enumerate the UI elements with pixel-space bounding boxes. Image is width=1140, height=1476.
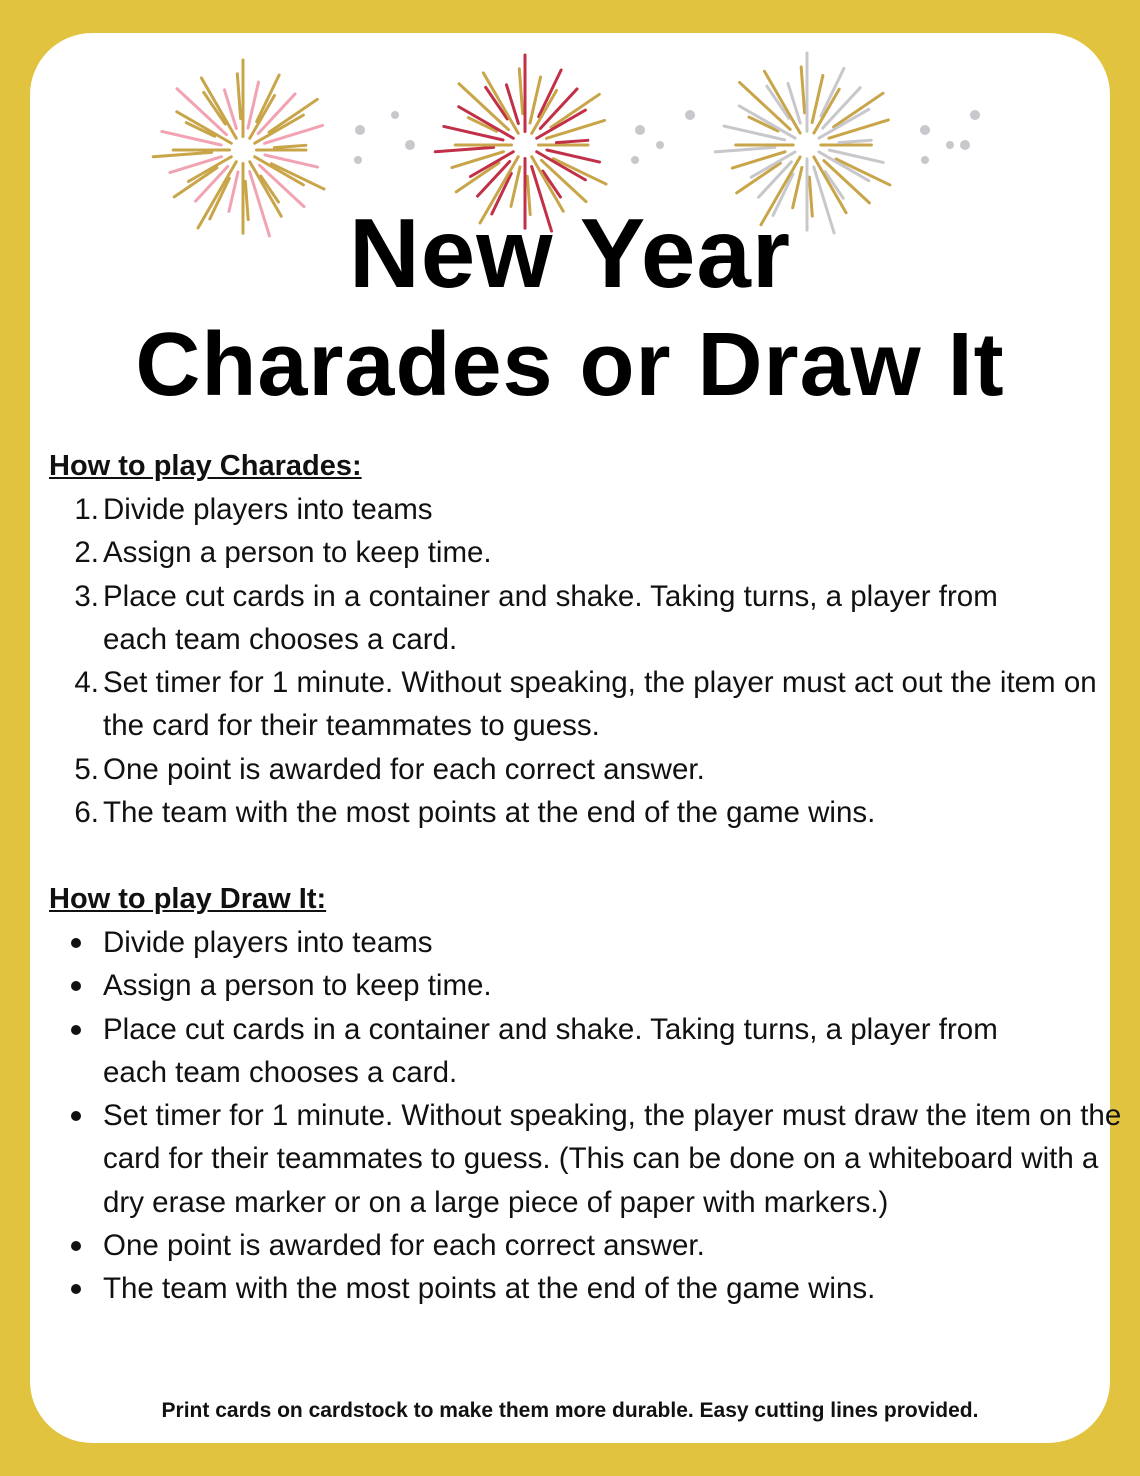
step-number: 3.: [74, 579, 99, 613]
sparkle-dot-icon: [960, 140, 970, 150]
list-item: [49, 748, 1109, 791]
list-item: [49, 964, 1109, 1007]
title-line-2: Charades or Draw It: [135, 315, 1005, 415]
bullet-icon: [71, 981, 81, 991]
list-item: [49, 791, 1109, 834]
step-text: One point is awarded for each correct answer.: [103, 752, 705, 786]
step-text: Set timer for 1 minute. Without speaking, the player must draw the item on the card for their teammates to guess. (This can be done on a whiteboard with a dry erase marker or on a large piece of paper with markers.): [103, 1099, 1122, 1219]
step-text: Assign a person to keep time.: [103, 536, 492, 570]
sparkle-dot-icon: [970, 110, 980, 120]
draw-it-section: [49, 878, 1122, 1311]
sparkle-dot-icon: [635, 125, 645, 135]
sparkle-dot-icon: [685, 110, 695, 120]
list-item: [49, 1008, 1043, 1095]
step-text: Place cut cards in a container and shake. Taking turns, a player from each team chooses a card.: [103, 1012, 998, 1089]
sparkle-dot-icon: [631, 156, 639, 164]
step-text: The team with the most points at the end of the game wins.: [103, 1272, 876, 1306]
sparkle-dot-icon: [920, 125, 930, 135]
sparkle-dot-icon: [656, 141, 664, 149]
step-number: 2.: [74, 536, 99, 570]
title-line-1: New Year: [348, 198, 792, 308]
bullet-icon: [71, 938, 81, 948]
step-text: Assign a person to keep time.: [103, 969, 492, 1003]
sparkle-dot-icon: [354, 156, 362, 164]
bullet-icon: [71, 1241, 81, 1251]
step-text: One point is awarded for each correct answer.: [103, 1229, 705, 1263]
sparkle-dot-icon: [355, 125, 365, 135]
step-text: Place cut cards in a container and shake. Taking turns, a player from each team chooses a card.: [103, 579, 998, 656]
bullet-icon: [71, 1025, 81, 1035]
step-number: 6.: [74, 796, 99, 830]
draw-it-heading: How to play Draw It:: [49, 883, 327, 915]
bullet-icon: [71, 1284, 81, 1294]
charades-steps: [49, 488, 1109, 834]
draw-it-steps: [49, 921, 1122, 1311]
list-item: [49, 661, 1113, 748]
sparkle-dot-icon: [391, 111, 399, 119]
list-item: [49, 488, 1109, 531]
charades-section: [49, 445, 1109, 834]
step-number: 4.: [74, 666, 99, 700]
charades-heading: How to play Charades:: [49, 450, 362, 482]
step-number: 1.: [74, 493, 99, 526]
sparkle-dot-icon: [946, 141, 954, 149]
list-item: [49, 1094, 1140, 1224]
step-text: Divide players into teams: [103, 926, 433, 959]
step-text: The team with the most points at the end of the game wins.: [103, 796, 876, 830]
step-number: 5.: [74, 752, 99, 786]
list-item: [49, 1267, 1109, 1310]
sparkle-dot-icon: [405, 140, 415, 150]
step-text: Set timer for 1 minute. Without speaking, the player must act out the item on the card for their teammates to guess.: [103, 666, 1097, 743]
list-item: [49, 575, 1043, 662]
sparkle-dot-icon: [921, 156, 929, 164]
list-item: [49, 921, 1109, 964]
list-item: [49, 531, 1109, 574]
bullet-icon: [71, 1111, 81, 1121]
list-item: [49, 1224, 1109, 1267]
step-text: Divide players into teams: [103, 493, 433, 526]
footer-note: Print cards on cardstock to make them more durable. Easy cutting lines provided.: [161, 1399, 979, 1422]
